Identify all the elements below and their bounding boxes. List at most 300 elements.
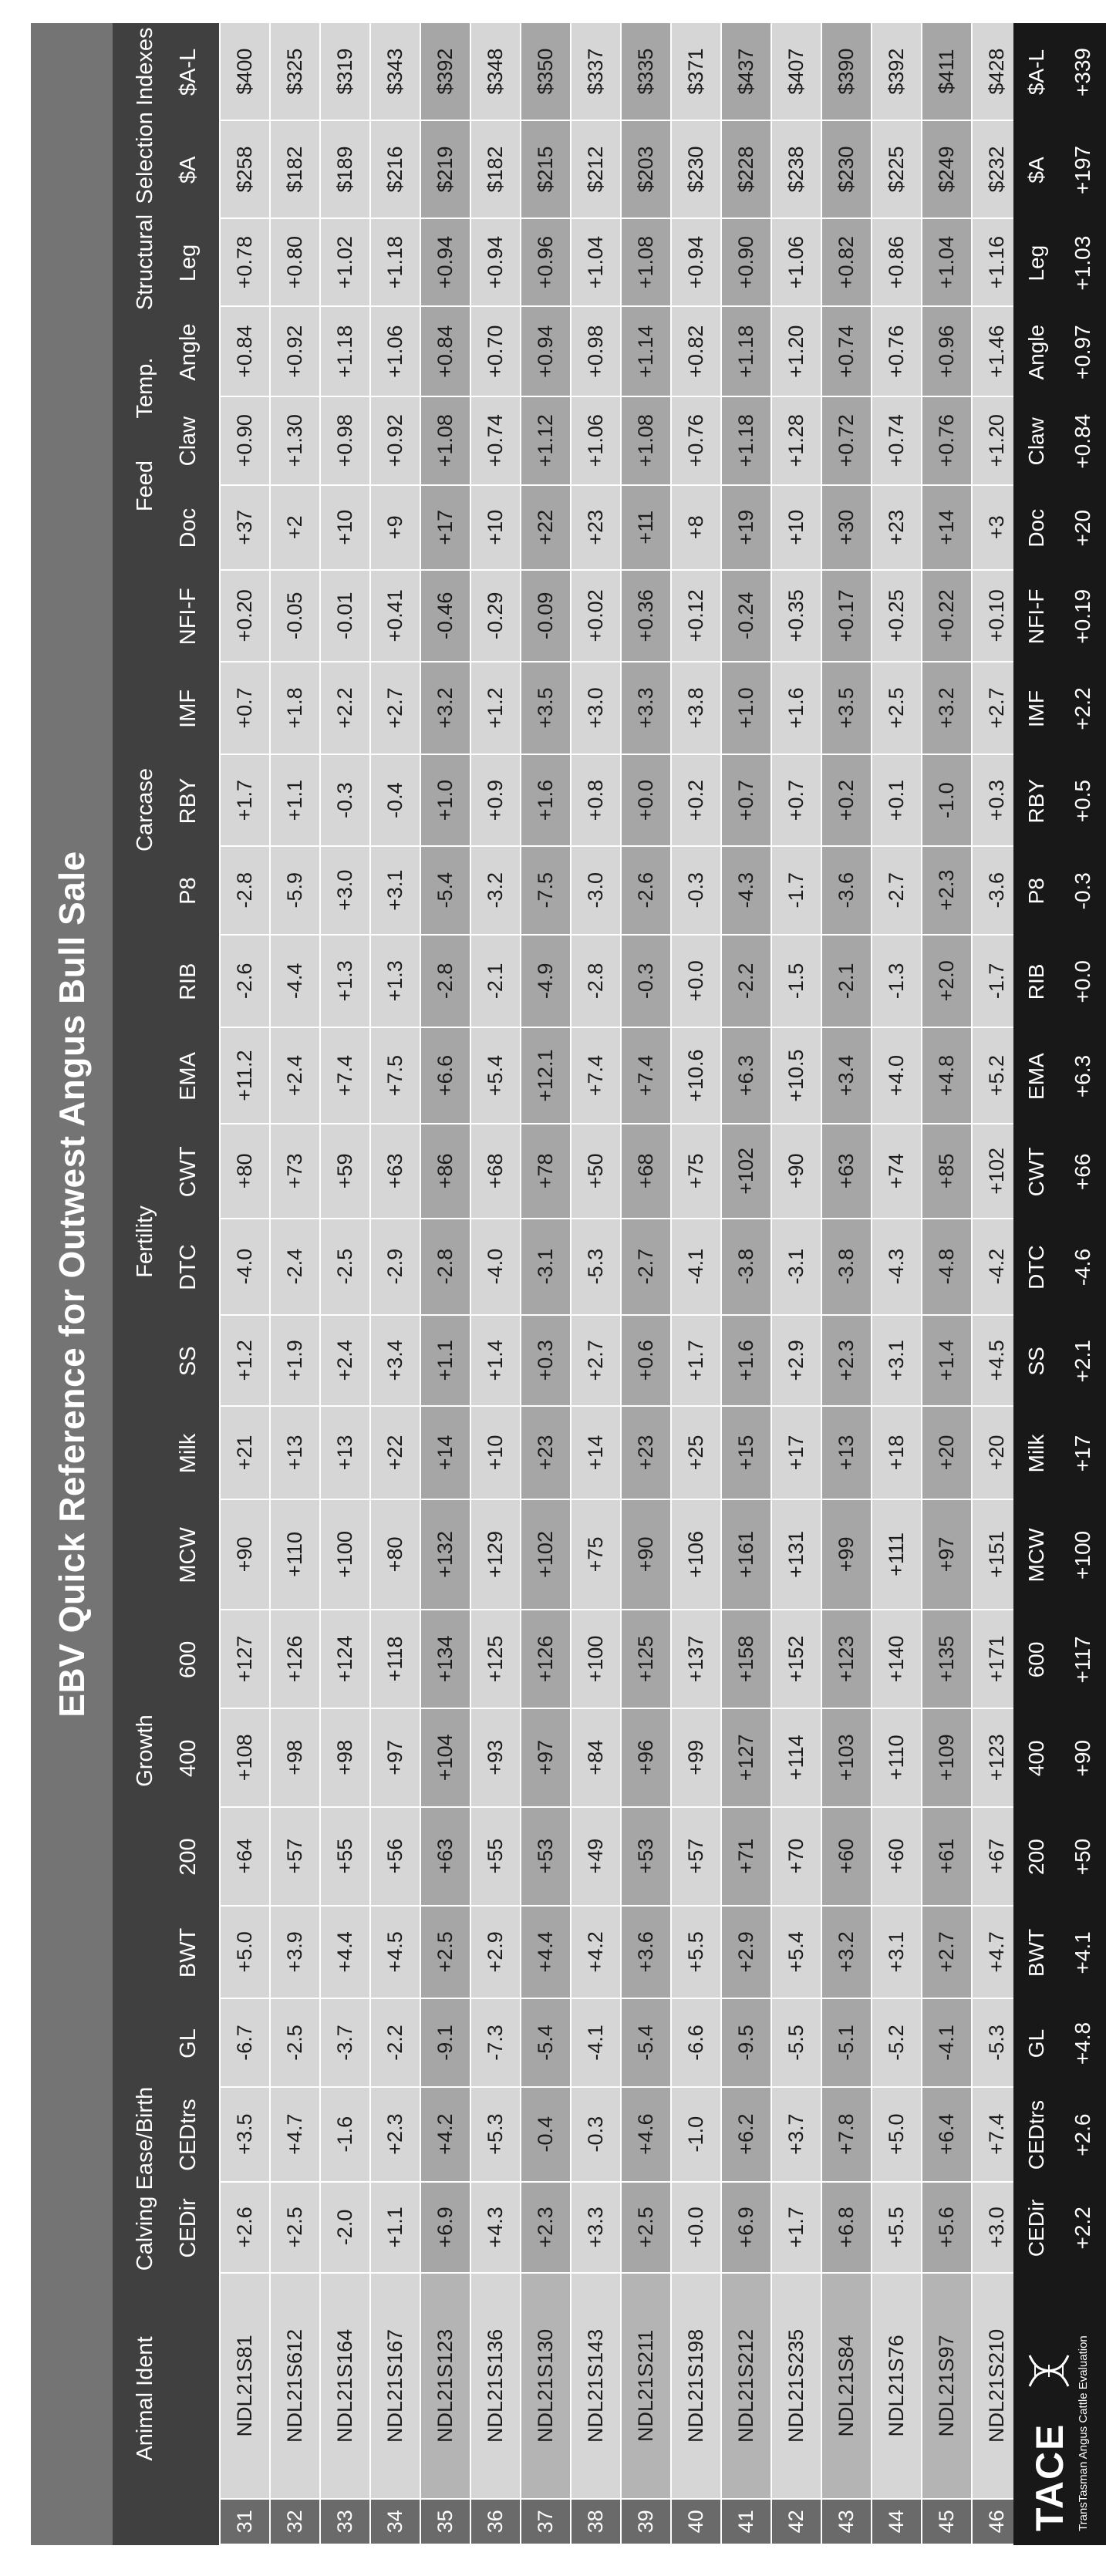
footer-average-value: +17 bbox=[1071, 1435, 1094, 1472]
ebv-value: +0.0 bbox=[671, 2182, 721, 2274]
column-header: NFI-F bbox=[176, 588, 201, 646]
ebv-value: +1.30 bbox=[270, 396, 320, 485]
footer-column-label: CEDtrs bbox=[1024, 2100, 1048, 2170]
ebv-value: +67 bbox=[972, 1807, 1022, 1906]
ebv-value: $216 bbox=[370, 120, 420, 218]
ebv-value: -9.1 bbox=[420, 1998, 470, 2087]
table-row bbox=[671, 22, 721, 2544]
animal-ident: NDL21S211 bbox=[621, 2273, 671, 2499]
ebv-value: -1.7 bbox=[972, 935, 1022, 1028]
ebv-value: +6.8 bbox=[821, 2182, 872, 2274]
ebv-value: +3.4 bbox=[370, 1315, 420, 1407]
footer-column-label: RBY bbox=[1024, 778, 1048, 824]
footer-average-value: +0.19 bbox=[1071, 588, 1094, 644]
footer-column-label: RIB bbox=[1024, 963, 1048, 1000]
ebv-value: -5.4 bbox=[621, 1998, 671, 2087]
ebv-value: +3.7 bbox=[771, 2087, 821, 2182]
ebv-value: +10.6 bbox=[671, 1027, 721, 1124]
ebv-value: +13 bbox=[270, 1406, 320, 1499]
footer-average-value: +197 bbox=[1071, 145, 1094, 194]
footer-column-label: $A-L bbox=[1024, 49, 1048, 96]
ebv-value: +4.5 bbox=[370, 1906, 420, 1999]
ebv-value: +63 bbox=[420, 1807, 470, 1906]
ebv-value: +19 bbox=[721, 485, 771, 570]
ebv-value: +75 bbox=[571, 1499, 621, 1610]
ebv-value: +5.3 bbox=[470, 2087, 521, 2182]
ebv-value: +1.1 bbox=[370, 2182, 420, 2274]
footer-average-value: +2.1 bbox=[1071, 1340, 1094, 1383]
ebv-value: +74 bbox=[872, 1124, 922, 1219]
ebv-value: +20 bbox=[972, 1406, 1022, 1499]
ebv-value: $182 bbox=[270, 120, 320, 218]
ebv-value: -0.05 bbox=[270, 570, 320, 662]
ebv-value: +4.4 bbox=[521, 1906, 571, 1999]
ebv-value: +1.1 bbox=[270, 754, 320, 846]
column-header: CEDir bbox=[176, 2198, 201, 2258]
ebv-value: -2.2 bbox=[370, 1998, 420, 2087]
column-header: IMF bbox=[176, 689, 201, 728]
ebv-value: $437 bbox=[721, 22, 771, 120]
ebv-value: +0.35 bbox=[771, 570, 821, 662]
ebv-value: +97 bbox=[521, 1708, 571, 1807]
ebv-value: -0.3 bbox=[671, 846, 721, 935]
ebv-value: +0.70 bbox=[470, 306, 521, 396]
ebv-value: +2.7 bbox=[922, 1906, 972, 1999]
ebv-value: -2.6 bbox=[220, 935, 270, 1028]
ebv-value: -4.1 bbox=[671, 1219, 721, 1315]
table-row bbox=[420, 22, 470, 2544]
row-number: 34 bbox=[370, 2499, 420, 2544]
ebv-value: $392 bbox=[872, 22, 922, 120]
ebv-value: +85 bbox=[922, 1124, 972, 1219]
ebv-value: +0.0 bbox=[621, 754, 671, 846]
ebv-value: -3.1 bbox=[771, 1219, 821, 1315]
ebv-value: +3.2 bbox=[821, 1906, 872, 1999]
footer-column-label: 200 bbox=[1024, 1839, 1048, 1875]
ebv-value: +15 bbox=[721, 1406, 771, 1499]
ebv-value: +57 bbox=[270, 1807, 320, 1906]
ebv-value: +0.6 bbox=[621, 1315, 671, 1407]
ebv-value: +4.2 bbox=[420, 2087, 470, 2182]
ebv-value: +6.6 bbox=[420, 1027, 470, 1124]
ebv-value: +1.28 bbox=[771, 396, 821, 485]
ebv-value: +25 bbox=[671, 1406, 721, 1499]
animal-ident: NDL21S164 bbox=[320, 2273, 370, 2499]
footer-average-value: +90 bbox=[1071, 1740, 1094, 1777]
ebv-value: +70 bbox=[771, 1807, 821, 1906]
ebv-value: +102 bbox=[972, 1124, 1022, 1219]
ebv-value: +100 bbox=[571, 1610, 621, 1708]
ebv-value: +23 bbox=[521, 1406, 571, 1499]
footer-column-label: DTC bbox=[1024, 1245, 1048, 1290]
animal-ident: NDL21S123 bbox=[420, 2273, 470, 2499]
ebv-value: +49 bbox=[571, 1807, 621, 1906]
ebv-value: +71 bbox=[721, 1807, 771, 1906]
ebv-value: -2.1 bbox=[470, 935, 521, 1028]
ebv-value: $348 bbox=[470, 22, 521, 120]
ebv-value: +1.4 bbox=[470, 1315, 521, 1407]
ebv-value: -0.3 bbox=[621, 935, 671, 1028]
row-number: 31 bbox=[220, 2499, 270, 2544]
ebv-value: +2.5 bbox=[420, 1906, 470, 1999]
ebv-value: +50 bbox=[571, 1124, 621, 1219]
row-number: 39 bbox=[621, 2499, 671, 2544]
ebv-value: +152 bbox=[771, 1610, 821, 1708]
ebv-value: +21 bbox=[220, 1406, 270, 1499]
ebv-value: +3.1 bbox=[370, 846, 420, 935]
footer-average-value: +20 bbox=[1071, 510, 1094, 547]
ebv-value: +1.08 bbox=[621, 396, 671, 485]
row-number: 33 bbox=[320, 2499, 370, 2544]
footer-average-value: +2.2 bbox=[1071, 687, 1094, 730]
footer-average-value: +4.1 bbox=[1071, 1931, 1094, 1974]
ebv-value: +3.9 bbox=[270, 1906, 320, 1999]
table-row bbox=[470, 22, 521, 2544]
ebv-value: +3.1 bbox=[872, 1315, 922, 1407]
footer-column-label: EMA bbox=[1024, 1053, 1048, 1100]
ebv-value: -2.6 bbox=[621, 846, 671, 935]
footer-averages bbox=[1013, 23, 1106, 2545]
ebv-value: +1.0 bbox=[420, 754, 470, 846]
ebv-value: -5.3 bbox=[972, 1998, 1022, 2087]
ebv-value: +151 bbox=[972, 1499, 1022, 1610]
ebv-value: -0.3 bbox=[320, 754, 370, 846]
ebv-value: +4.5 bbox=[972, 1315, 1022, 1407]
tace-logo-cell bbox=[1013, 2274, 1106, 2545]
ebv-value: +171 bbox=[972, 1610, 1022, 1708]
ebv-value: +4.8 bbox=[922, 1027, 972, 1124]
ebv-value: $343 bbox=[370, 22, 420, 120]
ebv-value: +57 bbox=[671, 1807, 721, 1906]
ebv-value: -0.4 bbox=[521, 2087, 571, 2182]
ebv-value: $212 bbox=[571, 120, 621, 218]
ebv-value: -9.5 bbox=[721, 1998, 771, 2087]
ebv-value: +53 bbox=[521, 1807, 571, 1906]
ebv-value: +134 bbox=[420, 1610, 470, 1708]
ebv-table bbox=[219, 22, 1023, 2545]
ebv-value: +0.74 bbox=[821, 306, 872, 396]
ebv-value: +6.4 bbox=[922, 2087, 972, 2182]
ebv-value: +126 bbox=[270, 1610, 320, 1708]
ebv-value: +7.4 bbox=[571, 1027, 621, 1124]
ebv-value: +0.22 bbox=[922, 570, 972, 662]
ebv-value: -1.5 bbox=[771, 935, 821, 1028]
ebv-value: +98 bbox=[320, 1708, 370, 1807]
ebv-value: +7.5 bbox=[370, 1027, 420, 1124]
ebv-value: -6.7 bbox=[220, 1998, 270, 2087]
ebv-value: +0.98 bbox=[571, 306, 621, 396]
footer-column-label: GL bbox=[1024, 2028, 1048, 2058]
ebv-value: -4.8 bbox=[922, 1219, 972, 1315]
ebv-value: -1.0 bbox=[922, 754, 972, 846]
animal-ident: NDL21S81 bbox=[220, 2273, 270, 2499]
footer-average-value: +1.03 bbox=[1071, 235, 1094, 291]
ebv-value: $407 bbox=[771, 22, 821, 120]
ebv-value: +4.4 bbox=[320, 1906, 370, 1999]
table-row bbox=[621, 22, 671, 2544]
row-number: 32 bbox=[270, 2499, 320, 2544]
column-header: GL bbox=[176, 2028, 201, 2058]
ebv-value: -2.5 bbox=[270, 1998, 320, 2087]
ebv-value: +18 bbox=[872, 1406, 922, 1499]
ebv-value: +100 bbox=[320, 1499, 370, 1610]
ebv-value: +1.6 bbox=[771, 662, 821, 755]
ebv-value: +132 bbox=[420, 1499, 470, 1610]
column-header: Claw bbox=[176, 416, 201, 467]
column-header: P8 bbox=[176, 877, 201, 905]
footer-column-label: Leg bbox=[1024, 244, 1048, 282]
ebv-value: +1.6 bbox=[521, 754, 571, 846]
ebv-value: +5.4 bbox=[470, 1027, 521, 1124]
footer-column-label: Milk bbox=[1024, 1434, 1048, 1473]
ebv-value: -4.1 bbox=[571, 1998, 621, 2087]
ebv-value: -3.6 bbox=[821, 846, 872, 935]
row-number: 44 bbox=[872, 2499, 922, 2544]
ebv-value: -5.1 bbox=[821, 1998, 872, 2087]
table-row bbox=[771, 22, 821, 2544]
ebv-value: -2.8 bbox=[220, 846, 270, 935]
column-header: Doc bbox=[176, 507, 201, 548]
animal-ident: NDL21S212 bbox=[721, 2273, 771, 2499]
ebv-value: +2.3 bbox=[821, 1315, 872, 1407]
ebv-value: +53 bbox=[621, 1807, 671, 1906]
footer-column-label: CEDir bbox=[1024, 2199, 1048, 2257]
footer-column-label: SS bbox=[1024, 1347, 1048, 1376]
ebv-value: $392 bbox=[420, 22, 470, 120]
footer-average-value: +66 bbox=[1071, 1153, 1094, 1191]
ebv-value: +6.9 bbox=[721, 2182, 771, 2274]
ebv-value: -0.46 bbox=[420, 570, 470, 662]
ebv-value: +102 bbox=[521, 1499, 571, 1610]
ebv-value: +5.0 bbox=[872, 2087, 922, 2182]
group-fertility: Fertility bbox=[133, 1205, 157, 1278]
ebv-value: +1.46 bbox=[972, 306, 1022, 396]
table-row bbox=[571, 22, 621, 2544]
ebv-value: -2.2 bbox=[721, 935, 771, 1028]
ebv-value: +0.7 bbox=[721, 754, 771, 846]
ebv-value: +98 bbox=[270, 1708, 320, 1807]
ebv-value: +11.2 bbox=[220, 1027, 270, 1124]
ebv-value: -7.5 bbox=[521, 846, 571, 935]
ebv-value: +0.94 bbox=[521, 306, 571, 396]
ebv-value: +125 bbox=[470, 1610, 521, 1708]
group-carcase: Carcase bbox=[133, 768, 157, 851]
table-row bbox=[320, 22, 370, 2544]
ebv-value: +5.0 bbox=[220, 1906, 270, 1999]
ebv-value: $203 bbox=[621, 120, 671, 218]
ebv-value: +0.74 bbox=[872, 396, 922, 485]
ebv-value: +103 bbox=[821, 1708, 872, 1807]
ebv-value: +4.7 bbox=[270, 2087, 320, 2182]
animal-ident: NDL21S235 bbox=[771, 2273, 821, 2499]
ebv-value: +123 bbox=[821, 1610, 872, 1708]
ebv-value: +131 bbox=[771, 1499, 821, 1610]
ebv-value: +3.0 bbox=[320, 846, 370, 935]
ebv-value: +7.4 bbox=[621, 1027, 671, 1124]
ebv-sheet bbox=[31, 23, 1094, 2545]
ebv-value: -4.0 bbox=[220, 1219, 270, 1315]
ebv-value: +9 bbox=[370, 485, 420, 570]
footer-column-label: CWT bbox=[1024, 1147, 1048, 1197]
ebv-value: +56 bbox=[370, 1807, 420, 1906]
row-number: 40 bbox=[671, 2499, 721, 2544]
ebv-value: +123 bbox=[972, 1708, 1022, 1807]
footer-column-label: MCW bbox=[1024, 1528, 1048, 1583]
row-number: 42 bbox=[771, 2499, 821, 2544]
table-row bbox=[220, 22, 270, 2544]
ebv-value: +0.41 bbox=[370, 570, 420, 662]
ebv-value: +1.18 bbox=[370, 218, 420, 307]
ebv-value: +0.94 bbox=[671, 218, 721, 307]
footer-column-label: Doc bbox=[1024, 508, 1048, 548]
ebv-value: +3.4 bbox=[821, 1027, 872, 1124]
ebv-value: +5.5 bbox=[671, 1906, 721, 1999]
ebv-value: +12.1 bbox=[521, 1027, 571, 1124]
ebv-value: +13 bbox=[821, 1406, 872, 1499]
column-header: DTC bbox=[176, 1244, 201, 1290]
ebv-value: +1.9 bbox=[270, 1315, 320, 1407]
ebv-value: $249 bbox=[922, 120, 972, 218]
ebv-value: +2.9 bbox=[721, 1906, 771, 1999]
ebv-value: +14 bbox=[420, 1406, 470, 1499]
ebv-value: +61 bbox=[922, 1807, 972, 1906]
ebv-value: +108 bbox=[220, 1708, 270, 1807]
ebv-value: -0.3 bbox=[571, 2087, 621, 2182]
ebv-value: -2.0 bbox=[320, 2182, 370, 2274]
ebv-value: +2.0 bbox=[922, 935, 972, 1028]
ebv-value: +10.5 bbox=[771, 1027, 821, 1124]
ebv-value: +111 bbox=[872, 1499, 922, 1610]
ebv-value: +80 bbox=[220, 1124, 270, 1219]
ebv-value: +2.3 bbox=[370, 2087, 420, 2182]
ebv-value: +0.3 bbox=[521, 1315, 571, 1407]
ebv-value: +3.2 bbox=[420, 662, 470, 755]
footer-column-label: NFI-F bbox=[1024, 588, 1048, 645]
table-row bbox=[821, 22, 872, 2544]
ebv-value: +3.6 bbox=[621, 1906, 671, 1999]
ebv-value: +1.3 bbox=[370, 935, 420, 1028]
column-header: $A bbox=[176, 156, 201, 184]
ebv-value: -2.9 bbox=[370, 1219, 420, 1315]
column-header: 600 bbox=[176, 1640, 201, 1679]
ebv-value: +1.08 bbox=[420, 396, 470, 485]
ebv-value: +125 bbox=[621, 1610, 671, 1708]
ebv-value: +124 bbox=[320, 1610, 370, 1708]
ebv-value: +106 bbox=[671, 1499, 721, 1610]
ebv-value: -3.0 bbox=[571, 846, 621, 935]
ebv-value: +1.20 bbox=[771, 306, 821, 396]
ebv-value: +96 bbox=[621, 1708, 671, 1807]
ebv-value: -0.29 bbox=[470, 570, 521, 662]
ebv-value: +97 bbox=[370, 1708, 420, 1807]
ebv-value: +135 bbox=[922, 1610, 972, 1708]
ebv-value: +3 bbox=[972, 485, 1022, 570]
footer-average-value: +4.8 bbox=[1071, 2021, 1094, 2065]
ebv-value: +23 bbox=[621, 1406, 671, 1499]
ebv-value: +90 bbox=[220, 1499, 270, 1610]
ebv-value: -5.5 bbox=[771, 1998, 821, 2087]
ebv-value: -3.1 bbox=[521, 1219, 571, 1315]
ebv-value: +8 bbox=[671, 485, 721, 570]
ebv-value: +6.9 bbox=[420, 2182, 470, 2274]
ebv-value: +0.90 bbox=[721, 218, 771, 307]
ebv-value: $319 bbox=[320, 22, 370, 120]
ebv-value: +1.16 bbox=[972, 218, 1022, 307]
ebv-value: $189 bbox=[320, 120, 370, 218]
ebv-value: +5.5 bbox=[872, 2182, 922, 2274]
ebv-value: +109 bbox=[922, 1708, 972, 1807]
ebv-value: +75 bbox=[671, 1124, 721, 1219]
ebv-value: -6.6 bbox=[671, 1998, 721, 2087]
ebv-value: +3.1 bbox=[872, 1906, 922, 1999]
footer-average-value: +0.97 bbox=[1071, 325, 1094, 380]
table-row bbox=[270, 22, 320, 2544]
ebv-value: +10 bbox=[771, 485, 821, 570]
footer-column-label: P8 bbox=[1024, 878, 1048, 905]
ebv-value: +1.04 bbox=[571, 218, 621, 307]
footer-column-label: IMF bbox=[1024, 690, 1048, 728]
ebv-value: -1.6 bbox=[320, 2087, 370, 2182]
ebv-value: +0.86 bbox=[872, 218, 922, 307]
footer-column-label: Claw bbox=[1024, 417, 1048, 466]
ebv-value: +2.7 bbox=[370, 662, 420, 755]
tace-logo-word: TACE bbox=[1028, 2423, 1071, 2531]
ebv-value: +68 bbox=[621, 1124, 671, 1219]
ebv-value: +55 bbox=[320, 1807, 370, 1906]
table-row bbox=[872, 22, 922, 2544]
ebv-value: +1.4 bbox=[922, 1315, 972, 1407]
ebv-value: +0.36 bbox=[621, 570, 671, 662]
ebv-value: +1.2 bbox=[220, 1315, 270, 1407]
ebv-value: -4.2 bbox=[972, 1219, 1022, 1315]
row-number: 37 bbox=[521, 2499, 571, 2544]
ebv-value: +0.94 bbox=[470, 218, 521, 307]
ebv-value: -2.5 bbox=[320, 1219, 370, 1315]
footer-column-label: Angle bbox=[1024, 324, 1048, 380]
ebv-value: +127 bbox=[721, 1708, 771, 1807]
ebv-value: +93 bbox=[470, 1708, 521, 1807]
ebv-value: +5.6 bbox=[922, 2182, 972, 2274]
column-header: RBY bbox=[176, 777, 201, 824]
ebv-value: +68 bbox=[470, 1124, 521, 1219]
footer-average-value: +100 bbox=[1071, 1530, 1094, 1580]
ebv-value: -4.3 bbox=[872, 1219, 922, 1315]
ebv-value: -2.7 bbox=[621, 1219, 671, 1315]
ebv-value: +1.8 bbox=[270, 662, 320, 755]
group-calving-ease: Calving Ease/Birth bbox=[133, 2086, 157, 2271]
ebv-value: +158 bbox=[721, 1610, 771, 1708]
ebv-value: +1.18 bbox=[721, 306, 771, 396]
ebv-value: +80 bbox=[370, 1499, 420, 1610]
ebv-value: +2.3 bbox=[922, 846, 972, 935]
ebv-value: +1.3 bbox=[320, 935, 370, 1028]
ebv-value: +6.2 bbox=[721, 2087, 771, 2182]
column-header: RIB bbox=[176, 963, 201, 1000]
ebv-value: -5.2 bbox=[872, 1998, 922, 2087]
ebv-value: +0.98 bbox=[320, 396, 370, 485]
ebv-value: +10 bbox=[470, 485, 521, 570]
ebv-value: -7.3 bbox=[470, 1998, 521, 2087]
ebv-value: +84 bbox=[571, 1708, 621, 1807]
ebv-value: -5.4 bbox=[521, 1998, 571, 2087]
ebv-value: -1.7 bbox=[771, 846, 821, 935]
ebv-value: +0.82 bbox=[671, 306, 721, 396]
ebv-value: +11 bbox=[621, 485, 671, 570]
ebv-value: +3.3 bbox=[571, 2182, 621, 2274]
ebv-value: +1.0 bbox=[721, 662, 771, 755]
ebv-value: $411 bbox=[922, 22, 972, 120]
ebv-value: +0.9 bbox=[470, 754, 521, 846]
